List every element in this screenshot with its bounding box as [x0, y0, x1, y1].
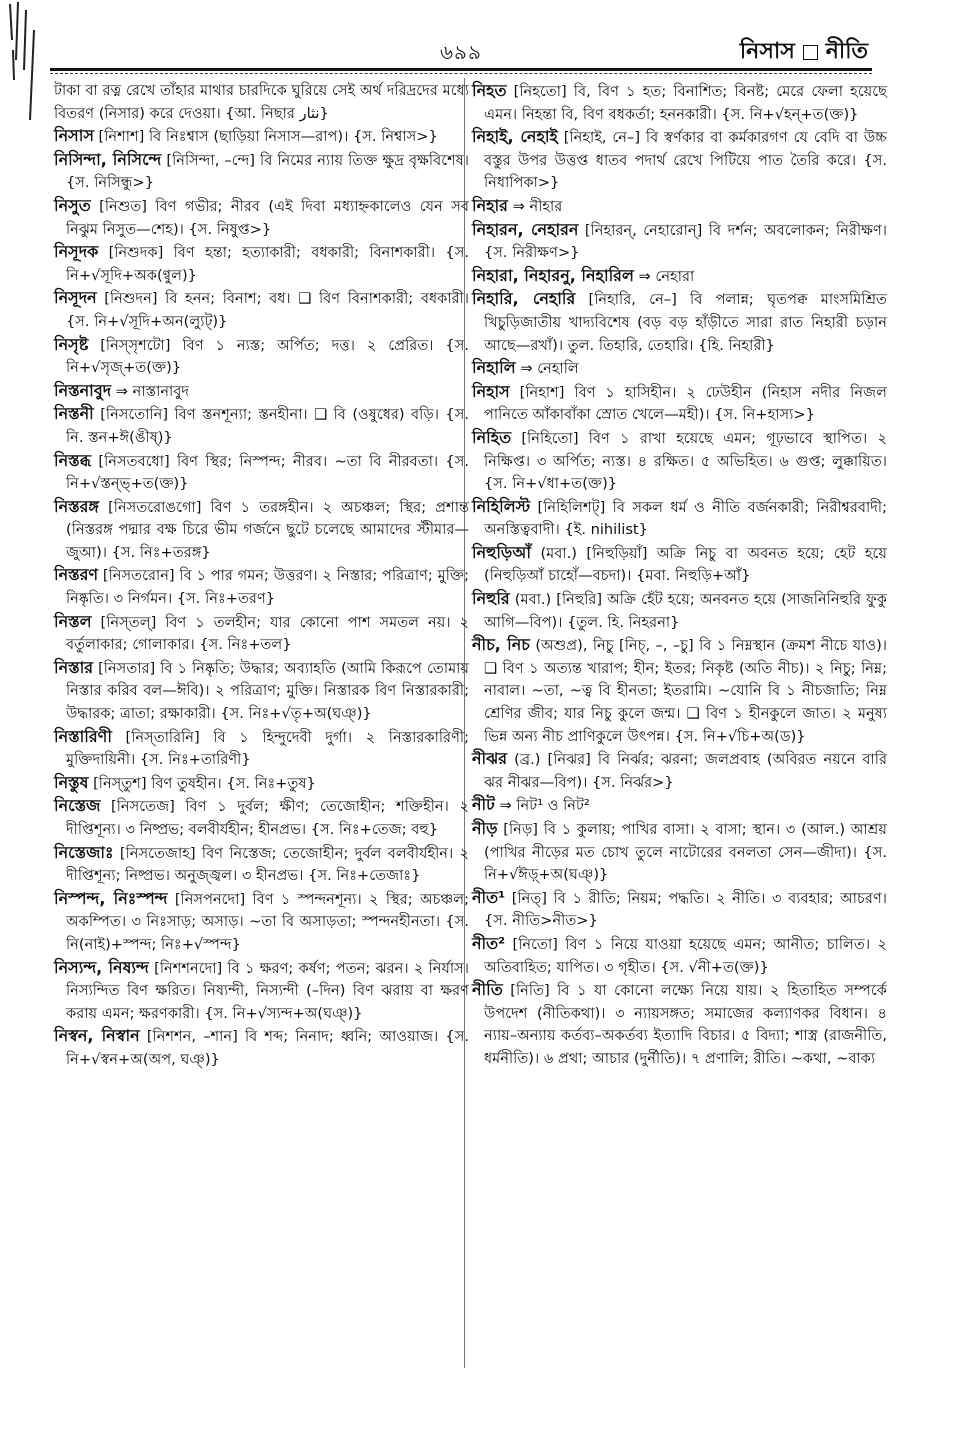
dictionary-entry [54, 957, 469, 1026]
entry-headword: নিস্তনী [54, 404, 94, 424]
entry-definition: [নিসতরোঙগো] বিণ ১ তরঙ্গহীন। ২ অচঞ্চল; স্থির; প্রশান্ত (নিস্তরঙ্গ পদ্মার বক্ষ চিরে ভীম গর্জনে ছুটে চলেছে আমাদের স্টীমার—জুআ)। {স. নিঃ+তরঙ্গ} [66, 498, 469, 561]
dictionary-entry [472, 427, 887, 496]
dictionary-entry [54, 287, 469, 333]
entry-headword: নিসূদক [54, 242, 99, 262]
header-rule [50, 68, 872, 71]
entry-headword: নিস্বন, নিস্বান [54, 1026, 140, 1046]
dictionary-entry [472, 80, 887, 126]
dictionary-entry [472, 979, 887, 1070]
entry-headword: নিস্পন্দ, নিঃস্পন্দ [54, 888, 168, 908]
dictionary-entry [54, 241, 469, 287]
entry-definition: [নিহিলিশট্] বি সকল ধর্ম ও নীতি বর্জনকারী; নিরীশ্বরবাদী; অনস্তিত্ববাদী। {ই. nihilist} [484, 498, 887, 539]
entry-headword: নিহত [472, 81, 507, 100]
dictionary-entry [472, 195, 887, 219]
entry-definition: [নিহতো] বি, বিণ ১ হত; বিনাশিত; বিনষ্ট; মেরে ফেলা হয়েছে এমন। নিহন্তা বি, বিণ বধকর্তা; হননকারী। {স. নি+√হন্+ত(ক্ত)} [484, 83, 887, 123]
dictionary-entry [472, 219, 887, 265]
entry-definition: (অশুপ্র), নিচু [নিচ্, –, –চু] বি ১ নিম্নস্থান (ক্রমশ নীচে যাও)। ❑ বিণ ১ অত্যন্ত খারাপ; হীন; ইতর; নিকৃষ্ট (অতি নীচ)। ২ নিচু; নিম্ন; নাবাল। ~তা, ~ত্ব বি হীনতা; ইতরামি। ~যোনি বি ১ নীচজাতি; নিম্ন শ্রেণির জীব; যার নিচু কুলে জন্ম। ❑ বিণ ১ হীনকুলে জাত। ২ মনুষ্য ভিন্ন অন্য নীচ প্রাণিকুলে উৎপন্ন। {স. নি+√চি+অ(ড)} [484, 637, 887, 745]
dictionary-entry [54, 657, 469, 726]
entry-headword: নিস্তনাবুদ [54, 380, 112, 400]
entry-headword: নিস্তেজ [54, 796, 101, 816]
entry-headword: নিহারি, নেহারি [472, 289, 576, 309]
dictionary-entry [54, 125, 469, 149]
entry-headword: নীঝর [472, 749, 508, 769]
header-rule-dashed [50, 73, 872, 74]
entry-headword: নিসাস [54, 126, 94, 146]
entry-headword: নিস্তল [54, 611, 92, 631]
dictionary-entry [472, 381, 887, 427]
entry-definition: (মবা.) [নিহুড়িয়াঁ] অক্রি নিচু বা অবনত হয়ে; হেট হয়ে (নিহুড়িআঁ চাহোঁ—বচদা)। {মবা. নিহুড়ি+আঁ} [484, 544, 887, 585]
entry-definition: (ব্র.) [নিঝর] বি নির্ঝর; ঝরনা; জলপ্রবাহ (অবিরত নয়নে বারি ঝর নীঝর—বিপ)। {স. নির্ঝর>} [484, 751, 887, 791]
entry-headword: নিহারন, নেহারন [472, 219, 579, 239]
dictionary-entry [54, 403, 469, 449]
entry-definition: [নিস্‌তুশ] বিণ তুষহীন। {স. নিঃ+তুষ} [88, 774, 316, 792]
dictionary-entry [472, 496, 887, 542]
entry-definition: [নিশুদক] বিণ হন্তা; হত্যাকারী; বধকারী; বিনাশকারী। {স. নি+√সূদি+অক(ণ্বুল)} [66, 244, 469, 284]
left-column [54, 80, 469, 1072]
entry-headword: নিস্তেজাঃ [54, 842, 114, 862]
dictionary-entry [54, 149, 469, 195]
entry-definition: [নিশশন, –শান] বি শব্দ; নিনাদ; ধ্বনি; আওয়াজ। {স. নি+√স্বন+অ(অপ, ঘঞ্)} [66, 1028, 469, 1068]
entry-definition: [নিশুদন] বি হনন; বিনাশ; বধ। ❑ বিণ বিনাশকারী; বধকারী। {স. নি+√সূদি+অন(ল্যুট্)} [66, 290, 469, 330]
entry-headword: নীতি [472, 980, 503, 1000]
dictionary-entry [472, 818, 887, 887]
entry-definition: [নিস্‌তল্] বিণ ১ তলহীন; যার কোনো পাশ সমতল নয়। ২ বর্তুলাকার; গোলাকার। {স. নিঃ+তল} [66, 613, 469, 654]
dictionary-entry [54, 772, 469, 796]
right-column [472, 80, 887, 1071]
entry-headword: নিহুড়িআঁ [472, 542, 532, 562]
dictionary-entry [472, 357, 887, 381]
entry-definition: ⇒ নেহালি [515, 360, 579, 378]
entry-definition: [নিস্‌সৃশটো] বিণ ১ ন্যস্ত; অর্পিত; দত্ত। ২ প্রেরিত। {স. নি+√সৃজ্+ত(ক্ত)} [66, 336, 469, 377]
entry-definition: [নিসতার] বি ১ নিষ্কৃতি; উদ্ধার; অব্যাহতি (আমি কিরূপে তোমায় নিস্তার করিব বল—ঈবি)। ২ পরিত্রাণ; মুক্তি। নিস্তারক বিণ নিস্তারকারী; উদ্ধারক; ত্রাতা; রক্ষাকারী। {স. নিঃ+√তৃ+অ(ঘঞ্)} [66, 659, 469, 723]
entry-definition: ⇒ নাস্তানাবুদ [111, 382, 190, 400]
entry-definition: [নিসতেজ] বিণ ১ দুর্বল; ক্ষীণ; তেজোহীন; শক্তিহীন। ২ দীপ্তিশূন্য। ৩ নিষ্প্রভ; বলবীর্যহীন; হীনপ্রভ। {স. নিঃ+তেজ; বহু} [66, 798, 469, 838]
dictionary-entry [472, 288, 887, 357]
entry-definition: [নিসতবধো] বিণ স্থির; নিস্পন্দ; নীরব। ~তা বি নীরবতা। {স. নি+√স্তন্ভ্+ত(ক্ত)} [66, 452, 469, 493]
entry-definition: [নিহারি, নে–] বি পলান্ন; ঘৃতপক্ব মাংসমিশ্রিত খিচুড়িজাতীয় খাদ্যবিশেষ (বড় বড় হাঁড়ীতে সারা রাত নিহারী চড়ান আছে—রখাঁ)। তুল. তিহারি, তেহারি। {হি. নিহারী} [484, 291, 887, 354]
entry-definition: (মবা.) [নিহুরি] অক্রি হেঁট হয়ে; অনবনত হয়ে (সাজনিনিহুরি ফুকু আগি—বিপ)। {তুল. হি. নিহরনা} [484, 591, 887, 631]
dictionary-entry [472, 748, 887, 794]
entry-definition: ⇒ নেহারা [633, 267, 695, 285]
entry-headword: নিহাস [472, 381, 510, 401]
entry-headword: নিস্যন্দ, নিষ্যন্দ [54, 957, 149, 977]
entry-definition: [নিশাশ] বি নিঃশ্বাস (ছাড়িয়া নিসাস—রাপ)। {স. নিশ্বাস>} [93, 128, 438, 146]
entry-headword: নীত² [472, 933, 506, 953]
entry-headword: নিসূদন [54, 288, 97, 308]
entry-definition: [নিহাই, নে–] বি স্বর্ণকার বা কর্মকারগণ যে বেদি বা উচ্চ বস্তুর উপর উত্তপ্ত ধাতব পদার্থ রেখে পিটিয়ে পাত তৈরি করে। {স. নিধাপিকা>} [484, 129, 887, 192]
dictionary-entry [472, 634, 887, 748]
entry-headword: নিহালি [472, 358, 516, 378]
dictionary-entry [472, 933, 887, 979]
entry-definition: [নিতো] বিণ ১ নিয়ে যাওয়া হয়েছে এমন; আনীত; চালিত। ২ অতিবাহিত; যাপিত। ৩ গৃহীত। {স. √নী+ত(ক্ত)} [484, 935, 887, 976]
dictionary-entry [54, 726, 469, 772]
dictionary-entry [472, 265, 887, 289]
entry-headword: নিহুরি [472, 589, 510, 609]
dictionary-entry [54, 1025, 469, 1071]
entry-definition: টাকা বা রত্ন রেখে তাঁহার মাথার চারদিকে ঘুরিয়ে সেই অর্থ দরিদ্রদের মধ্যে বিতরণ (নিসার) করে দেওয়া। {আ. নিছার نثار} [54, 82, 469, 122]
running-head-first-word: নিসাস [739, 39, 795, 64]
dictionary-entry [54, 888, 469, 957]
running-head [740, 34, 868, 71]
entry-definition: [নিত্] বি ১ রীতি; নিয়ম; পদ্ধতি। ২ নীতি। ৩ ব্যবহার; আচরণ। {স. নীতি>নীত>} [484, 889, 887, 930]
entry-headword: নিস্তরঙ্গ [54, 496, 100, 516]
dictionary-entry [472, 588, 887, 634]
entry-headword: নিহারা, নিহারনু, নিহারিল [472, 265, 634, 285]
entry-headword: নিস্তারিণী [54, 726, 112, 746]
entry-headword: নীত¹ [472, 887, 506, 907]
entry-headword: নিসিন্দা, নিসিন্দে [54, 149, 162, 169]
entry-headword: নিহিলিস্ট [472, 496, 531, 516]
entry-headword: নীড় [472, 819, 498, 838]
dictionary-entry [54, 564, 469, 610]
square-separator-icon [803, 45, 818, 60]
entry-definition: [নিতি] বি ১ যা কোনো লক্ষ্যে নিয়ে যায়। ২ হিতাহিত সম্পর্কে উপদেশ (নীতিকথা)। ৩ ন্যায়সঙ্গত; সমাজের কল্যাণকর বিধান। ৪ ন্যায়–অন্যায় কর্তব্য–অকর্তব্য ইত্যাদি বিচার। ৫ বিদ্যা; শাস্ত্র (রাজনীতি, ধর্মনীতি)। ৬ প্রথা; আচার (দুর্নীতি)। ৭ প্রণালি; রীতি। ~কথা, ~বাক্য [484, 982, 887, 1067]
entry-definition: [নিসতেজাহ] বিণ নিস্তেজ; তেজোহীন; দুর্বল বলবীর্যহীন। ২ দীপ্তিশূন্য; নিষ্প্রভ। অনুজ্জ্বল। ৩ হীনপ্রভ। {স. নিঃ+তেজাঃ} [66, 844, 469, 885]
dictionary-entry [472, 794, 887, 818]
dictionary-entry [54, 842, 469, 888]
entry-definition: [নিসপনদো] বিণ ১ স্পন্দনশূন্য। ২ স্থির; অচঞ্চল; অকম্পিত। ৩ নিঃসাড়; অসাড়। ~তা বি অসাড়তা; স্পন্দনহীনতা। {স. নি(নাই)+স্পন্দ; নিঃ+√স্পন্দ} [66, 890, 470, 953]
entry-headword: নিসৃষ্ট [54, 334, 89, 354]
entry-definition: [নিসিন্দা, –ন্দে] বি নিমের ন্যায় তিক্ত ক্ষুদ্র বৃক্ষবিশেষ। {স. নিসিন্ধু>} [66, 151, 469, 192]
entry-definition: [নিহিতো] বিণ ১ রাখা হয়েছে এমন; গূঢ়ভাবে স্থাপিত। ২ নিক্ষিপ্ত। ৩ অর্পিত; ন্যস্ত। ৪ রক্ষিত। ৫ অভিহিত। ৬ গুপ্ত; লুক্কায়িত। {স. নি+√ধা+ত(ক্ত)} [484, 429, 887, 493]
dictionary-entry [54, 80, 469, 125]
entry-headword: নিস্তার [54, 657, 94, 677]
entry-definition: [নিশশনদো] বি ১ ক্ষরণ; কর্ষণ; পতন; ঝরন। ২ নির্যাস। নিস্যন্দিত বিণ ক্ষরিত। নিষ্যন্দী, নিস্যন্দী (–দিন) বিণ ঝরায় বা ক্ষরণ করায় এমন; ক্ষরণকারী। {স. নি+√স্যন্দ+অ(ঘঞ্)} [66, 959, 470, 1022]
dictionary-entry [54, 450, 469, 496]
entry-definition: ⇒ নীহার [507, 197, 563, 215]
entry-definition: [নিস্‌তারিনি] বি ১ হিন্দুদেবী দুর্গা। ২ নিস্তারকারিণী; মুক্তিদায়িনী। {স. নিঃ+তারিণী} [66, 728, 469, 769]
entry-definition: ⇒ নিট¹ ও নিট² [494, 797, 590, 815]
entry-definition: [নিসতোনি] বিণ স্তনশূন্যা; স্তনহীনা। ❑ বি (ওষুধের) বড়ি। {স. নি. স্তন+ঈ(ঙীষ্)} [66, 406, 469, 446]
entry-definition: [নিহারন্, নেহারোন্] বি দর্শন; অবলোকন; নিরীক্ষণ। {স. নিরীক্ষণ>} [484, 221, 887, 262]
page-number: ৬৯৯ [440, 40, 482, 64]
dictionary-entry [472, 126, 887, 195]
dictionary-entry [54, 496, 469, 565]
entry-headword: নিহিত [472, 427, 512, 447]
entry-headword: নিসুত [54, 195, 91, 215]
dictionary-entry [472, 887, 887, 933]
entry-headword: নিস্তরণ [54, 565, 99, 585]
entry-definition: [নিশুত] বিণ গভীর; নীরব (এই দিবা মধ্যাহ্নকালেও যেন সব নিঝুম নিসুত—শেহ)। {স. নিষুপ্ত>} [66, 197, 469, 238]
entry-headword: নীট [472, 795, 495, 815]
entry-headword: নিহার [472, 195, 508, 215]
dictionary-entry [54, 334, 469, 380]
dictionary-entry [54, 611, 469, 657]
entry-definition: [নিসতরোন] বি ১ পার গমন; উত্তরণ। ২ নিস্তার; পরিত্রাণ; মুক্তি; নিষ্কৃতি। ৩ নির্গমন। {স. নিঃ+তরণ} [66, 567, 469, 608]
dictionary-entry [54, 380, 469, 404]
entry-headword: নীচ, নিচ [472, 635, 530, 655]
dictionary-entry [54, 195, 469, 241]
dictionary-entry [54, 795, 469, 841]
running-head-last-word: নীতি [825, 39, 868, 64]
dictionary-entry [472, 542, 887, 588]
entry-headword: নিহাই, নেহাই [472, 127, 558, 147]
entry-definition: [নিহাশ] বিণ ১ হাসিহীন। ২ ঢেউহীন (নিহাস নদীর নিজল পানিতে আঁকাবাঁকা স্রোত খেলে—মহী)। {স. নি+হাস্য>} [484, 383, 887, 424]
entry-headword: নিস্তব্ধ [54, 450, 92, 470]
entry-definition: [নিড়] বি ১ কুলায়; পাখির বাসা। ২ বাসা; স্থান। ৩ (আল.) আশ্রয় (পাখির নীড়ের মত চোখ তুলে নাটোরের বনলতা সেন—জীদা)। {স. নি+√ঈড়্+অ(ঘঞ্)} [484, 821, 887, 884]
handwritten-margin-marks [4, 0, 44, 140]
entry-headword: নিস্তুষ [54, 772, 89, 792]
